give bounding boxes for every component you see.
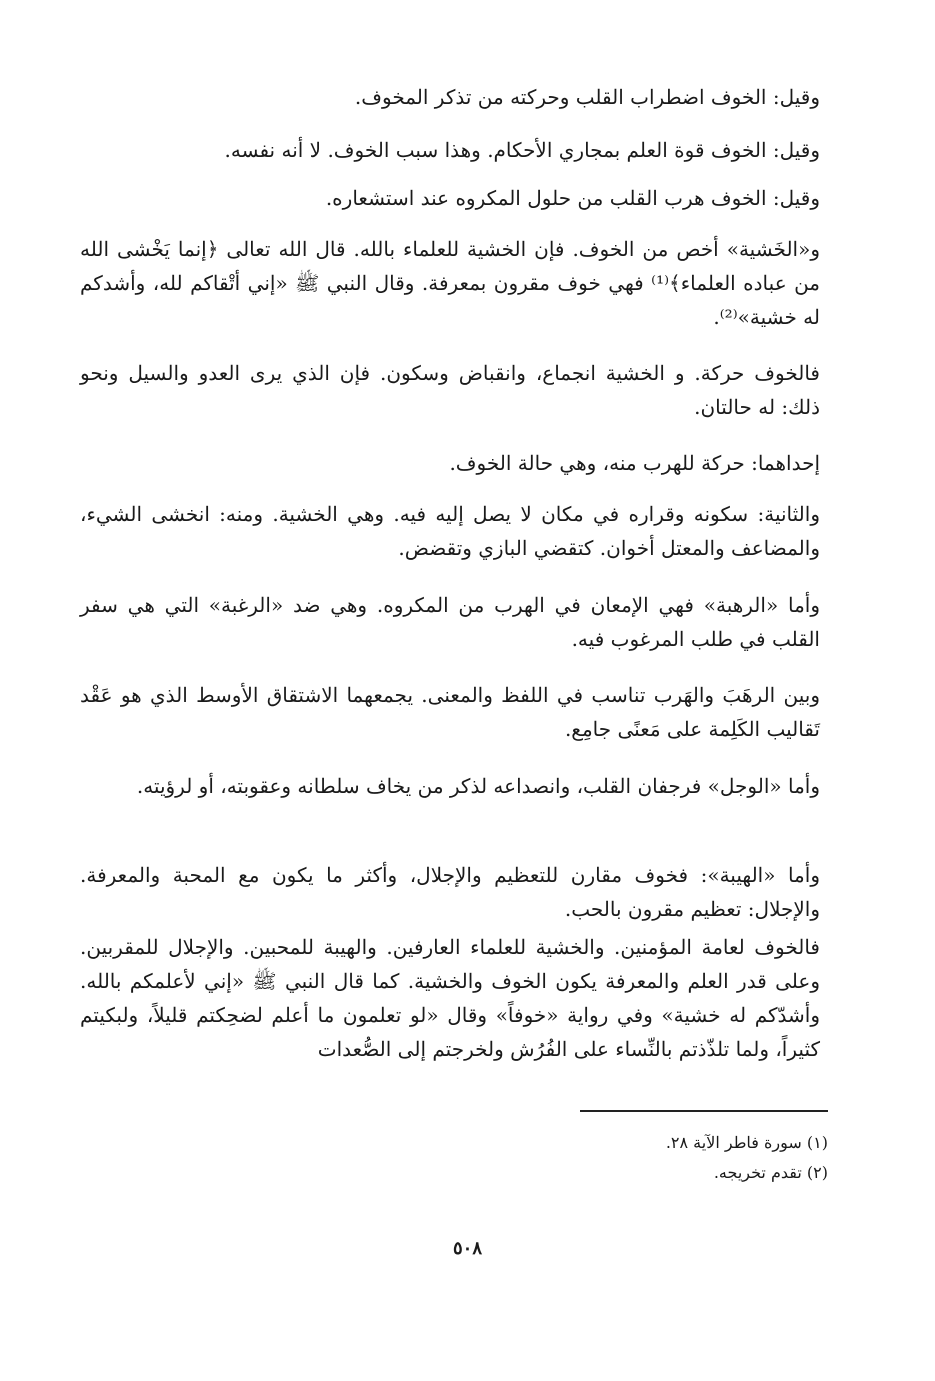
paragraph-rahab-harab: وبين الرهَبَ والهَرب تناسب في اللفظ والمعنى. يجمعهما الاشتقاق الأوسط الذي هو عَقْد تَقاليب الكَلِمة على مَعنًى جامِع. — [80, 683, 820, 741]
paragraph-levels-of-fear: فالخوف لعامة المؤمنين. والخشية للعلماء العارفين. والهيبة للمحبين. والإجلال للمقربين. وعلى قدر العلم والمعرفة يكون الخوف والخشية. كما قال النبي ﷺ «إني لأعلمكم بالله. وأشدّكم له خشية» وفي رواية «خوفاً» وقال «لو تعلمون ما أعلم لضحِكتم قليلاً، ولبكيتم كثيراً، ولما تلذّذتم بالنِّساء على الفُرُش ولخرجتم إلى الصُّعدات — [80, 935, 820, 1061]
page-number: ٥٠٨ — [452, 1238, 482, 1259]
paragraph-khashya: و«الخَشية» أخص من الخوف. فإن الخشية للعلماء بالله. قال الله تعالى ﴿إنما يَخْشى الله من عباده العلماء﴾⁽¹⁾ فهي خوف مقرون بمعرفة. وقال النبي ﷺ «إني أتْقاكم لله، وأشدكم له خشية»⁽²⁾. — [80, 237, 821, 329]
paragraph-fear-definition-1: وقيل: الخوف اضطراب القلب وحركته من تذكر المخوف. — [354, 85, 820, 109]
paragraph-wajal: وأما «الوجل» فرجفان القلب، وانصداعه لذكر من يخاف سلطانه وعقوبته، أو لرؤيته. — [136, 774, 820, 798]
footnote-2: (٢) تقدم تخريجه. — [713, 1163, 828, 1182]
paragraph-second-state: والثانية: سكونه وقراره في مكان لا يصل إليه فيه. وهي الخشية. ومنه: انخشى الشيء، والمضاعف والمعتل أخوان. كتقضي البازي وتقضض. — [80, 502, 820, 560]
footnote-1: (١) سورة فاطر الآية ٢٨. — [665, 1133, 828, 1152]
paragraph-movement-stillness: فالخوف حركة. و الخشية انجماع، وانقباض وسكون. فإن الذي يرى العدو والسيل ونحو ذلك: له حالتان. — [80, 361, 820, 419]
paragraph-first-state: إحداهما: حركة للهرب منه، وهي حالة الخوف. — [449, 451, 820, 475]
paragraph-hayba: وأما «الهيبة»: فخوف مقارن للتعظيم والإجلال، وأكثر ما يكون مع المحبة والمعرفة. والإجلال: تعظيم مقرون بالحب. — [80, 863, 820, 921]
paragraph-fear-definition-3: وقيل: الخوف هرب القلب من حلول المكروه عند استشعاره. — [325, 186, 820, 210]
paragraph-rahba: وأما «الرهبة» فهي الإمعان في الهرب من المكروه. وهي ضد «الرغبة» التي هي سفر القلب في طلب المرغوب فيه. — [80, 593, 820, 651]
footnote-divider — [580, 1110, 828, 1112]
paragraph-fear-definition-2: وقيل: الخوف قوة العلم بمجاري الأحكام. وهذا سبب الخوف. لا أنه نفسه. — [224, 138, 820, 162]
